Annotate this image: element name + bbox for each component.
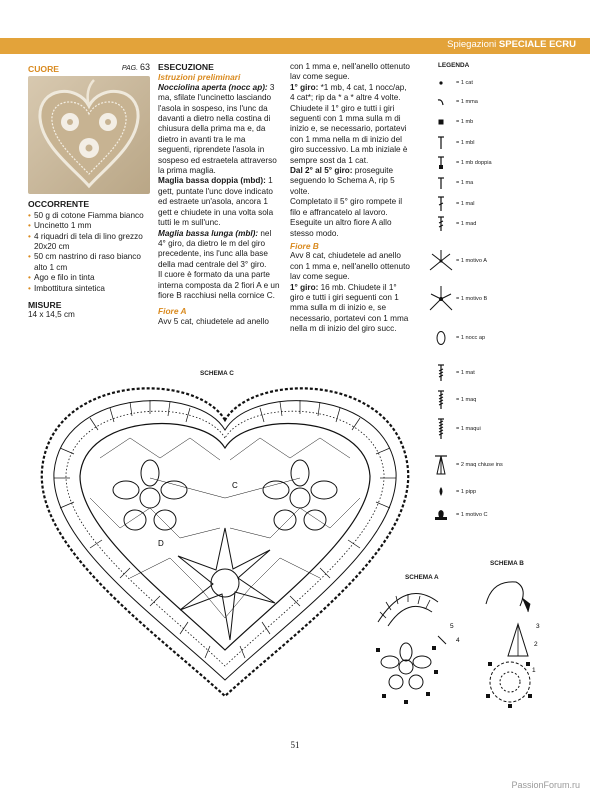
label-3: 3: [536, 623, 540, 630]
heart-photo: [28, 76, 150, 194]
schema-b-ring: [490, 662, 530, 702]
column-continued: [290, 62, 412, 335]
quad-crossed-icon: [428, 418, 454, 440]
motif-a-icon: [428, 248, 454, 274]
page-reference: [122, 62, 150, 74]
flower-b-star: [178, 528, 275, 640]
legend-label: = 2 maq chiuse ins: [456, 462, 503, 468]
watermark-text: PassionForum.ru: [511, 780, 580, 790]
schema-c-title: SCHEMA C: [200, 370, 234, 377]
legend-label: = 1 maqui: [456, 426, 481, 432]
legend-item: [428, 156, 492, 170]
material-item: • 4 riquadri di tela di lino grezzo 20x20 cm: [28, 232, 150, 253]
legend-item: [428, 486, 476, 498]
mbd-paragraph: [158, 176, 280, 228]
legend: [428, 62, 588, 518]
long-stitch-icon: [428, 136, 454, 150]
legend-item: [428, 78, 473, 88]
motif-c-icon: [428, 508, 454, 522]
page-ref-prefix: PAG.: [121, 65, 139, 72]
dot-icon: [428, 78, 454, 88]
schema-a-stitches: [376, 646, 438, 704]
legend-label: = 1 maq: [456, 397, 477, 403]
header-title: SPECIALE ECRU: [498, 39, 576, 50]
page-number: 51: [290, 740, 300, 750]
legend-item: [428, 418, 481, 440]
picot-icon: [428, 486, 454, 498]
fiore-b-title: Fiore B: [290, 240, 319, 251]
crossed-stitch-icon: [428, 364, 454, 382]
legend-item: [428, 454, 503, 476]
schema-b-picot: [522, 598, 530, 612]
flower-a-right: [263, 460, 337, 530]
mbd-term: Maglia bassa doppia (mbd):: [158, 176, 266, 186]
heart-border-ring-2: [54, 401, 396, 680]
legend-label: = 1 pipp: [456, 489, 477, 495]
nocc-text: 3 ma, sfilate l'uncinetto lasciando l'asola in sospeso, ins l'unc da davanti a dietro nella costina di chiusura della prima ma e, da dietro in avanti tra le ma seguenti, riprendete l'asola in sospeso ed estraetela attraverso la prima maglia.: [158, 82, 277, 176]
page-ref-number: 63: [139, 62, 150, 72]
materials-list: [28, 211, 150, 294]
schema-a-title: SCHEMA A: [405, 574, 439, 581]
double-stitch-icon: [428, 156, 454, 170]
schema-b-title: SCHEMA B: [490, 560, 524, 567]
label-c: C: [232, 481, 238, 490]
legend-item: [428, 364, 475, 382]
fiore-a-title: Fiore A: [158, 306, 187, 317]
header-text: [447, 39, 576, 50]
fiore-b-text: Avv 8 cat, chiudetele ad anello con 1 mma e, nell'anello ottenuto lav come segue.: [290, 251, 410, 282]
legend-label: = 1 mal: [456, 201, 475, 207]
material-item: • Imbottitura sintetica: [28, 284, 150, 294]
dal-term: Dal 2° al 5° giro:: [290, 166, 353, 176]
cluster-icon: [428, 454, 454, 476]
arc-icon: [428, 97, 454, 107]
legend-item: [428, 176, 473, 190]
legend-label: = 1 motivo B: [456, 296, 488, 302]
material-item: • Uncinetto 1 mm: [28, 221, 150, 231]
legend-label: = 1 mad: [456, 221, 477, 227]
completato-paragraph: Completato il 5° giro rompete il filo e affrancatelo al lavoro.: [290, 197, 403, 217]
label-1: 1: [532, 667, 536, 674]
legend-item: [428, 117, 473, 127]
label-2: 2: [534, 641, 538, 648]
legend-label: = 1 mb doppia: [456, 160, 492, 166]
label-d: D: [158, 539, 164, 548]
material-item: • Ago e filo in tinta: [28, 273, 150, 283]
legend-item: [428, 508, 488, 522]
intro-paragraph: Il cuore è formato da una parte interna composta da 2 fiori A e un fiore B racchiusi nella cornice C.: [158, 270, 280, 300]
legend-item: [428, 330, 485, 346]
flower-a-left: [113, 460, 187, 530]
legend-item: [428, 248, 487, 274]
legend-label: = 1 mbl: [456, 140, 475, 146]
mbl-term: Maglia bassa lunga (mbl):: [158, 228, 259, 238]
legend-label: = 1 mat: [456, 370, 475, 376]
schema-c-diagram: [30, 378, 420, 708]
motif-b-icon: [428, 284, 454, 314]
mbl-paragraph: [158, 229, 280, 271]
header-prefix: Spiegazioni: [447, 39, 497, 50]
legend-title: LEGENDA: [438, 62, 470, 69]
istruzioni-title: Istruzioni preliminari: [158, 72, 241, 83]
schema-a-flower: [381, 643, 431, 689]
mbd-text: 1 gett, puntate l'unc dove indicato ed estraete un'asola, ancora 1 gett e chiudete in una volta sola tutti le m sull'unc.: [158, 176, 274, 228]
dal-paragraph: [290, 166, 412, 197]
label-5: 5: [450, 623, 454, 630]
half-treble-icon: [428, 176, 454, 190]
header-band: [0, 38, 590, 54]
cuore-heading-row: [28, 62, 150, 74]
schema-b-arches: [486, 582, 523, 606]
material-item: • 50 cm nastrino di raso bianco alto 1 cm: [28, 252, 150, 273]
double-treble-icon: [428, 216, 454, 232]
legend-item: [428, 390, 476, 410]
heart-border-ring-4: [80, 424, 370, 650]
square-icon: [428, 117, 454, 127]
giro1-text: *1 mb, 4 cat, 1 nocc/ap, 4 cat*; rip da * a * altre 4 volte. Chiudete il 1° giro e tutti i giri seguenti con 1 mma sulla m di inizio e, se necessario, portatevi con 1 mma nella m di inizio del giro successivo. La mb iniziale è sempre sost da 1 cat.: [290, 82, 408, 165]
legend-item: [428, 216, 476, 232]
schema-b-diagram: [470, 570, 570, 720]
b-giro1-text: 16 mb. Chiudete il 1° giro e tutti i giri seguenti con 1 mma sulla m di inizio e, se necessario, portatevi con 1 mma nella m di inizio del giro succ.: [290, 282, 409, 334]
legend-label: = 1 mb: [456, 119, 474, 125]
legend-item: [428, 136, 475, 150]
legend-label: = 1 motivo A: [456, 258, 487, 264]
fiore-a-text: Avv 5 cat, chiudetele ad anello: [158, 316, 269, 326]
legend-label: = 1 ma: [456, 180, 474, 186]
esecuzione-title: ESECUZIONE: [158, 62, 214, 72]
schema-a-diagram: [366, 582, 476, 712]
giro1-paragraph: [290, 83, 412, 166]
cuore-title: CUORE: [28, 64, 60, 74]
column-cuore: [28, 62, 150, 321]
b-giro1-term: 1° giro:: [290, 282, 319, 292]
treble-icon: [428, 196, 454, 212]
legend-item: [428, 196, 475, 212]
mbl-text: nel 4° giro, da dietro le m del giro precedente, ins l'unc alla base della mad centrale del 3° giro.: [158, 228, 272, 269]
legend-item: [428, 97, 478, 107]
material-item: • 50 g di cotone Fiamma bianco: [28, 211, 150, 221]
occorrente-title: OCCORRENTE: [28, 199, 90, 210]
oval-icon: [428, 330, 454, 346]
nocc-paragraph: [158, 83, 280, 177]
misure-title: MISURE: [28, 300, 62, 311]
nocc-term: Nocciolina aperta (nocc ap):: [158, 82, 268, 92]
legend-label: = 1 nocc ap: [456, 335, 486, 341]
giro1-term: 1° giro:: [290, 82, 319, 92]
column-esecuzione: [158, 62, 280, 327]
legend-label: = 1 mma: [456, 99, 478, 105]
heart-photo-image: [28, 76, 150, 194]
b-giro1-paragraph: [290, 283, 412, 335]
label-4: 4: [456, 637, 460, 644]
misure-value: 14 x 14,5 cm: [28, 310, 75, 320]
legend-label: = 1 motivo C: [456, 512, 488, 518]
legend-label: = 1 cat: [456, 80, 473, 86]
cont-paragraph: con 1 mma e, nell'anello ottenuto lav come segue.: [290, 62, 410, 82]
triple-crossed-icon: [428, 390, 454, 410]
dal-text: proseguite seguendo lo Schema A, rip 5 volte.: [290, 166, 395, 196]
eseguite-paragraph: Eseguite un altro fiore A allo stesso modo.: [290, 218, 392, 238]
heart-border-ring-3: [66, 411, 384, 666]
legend-item: [428, 284, 487, 314]
